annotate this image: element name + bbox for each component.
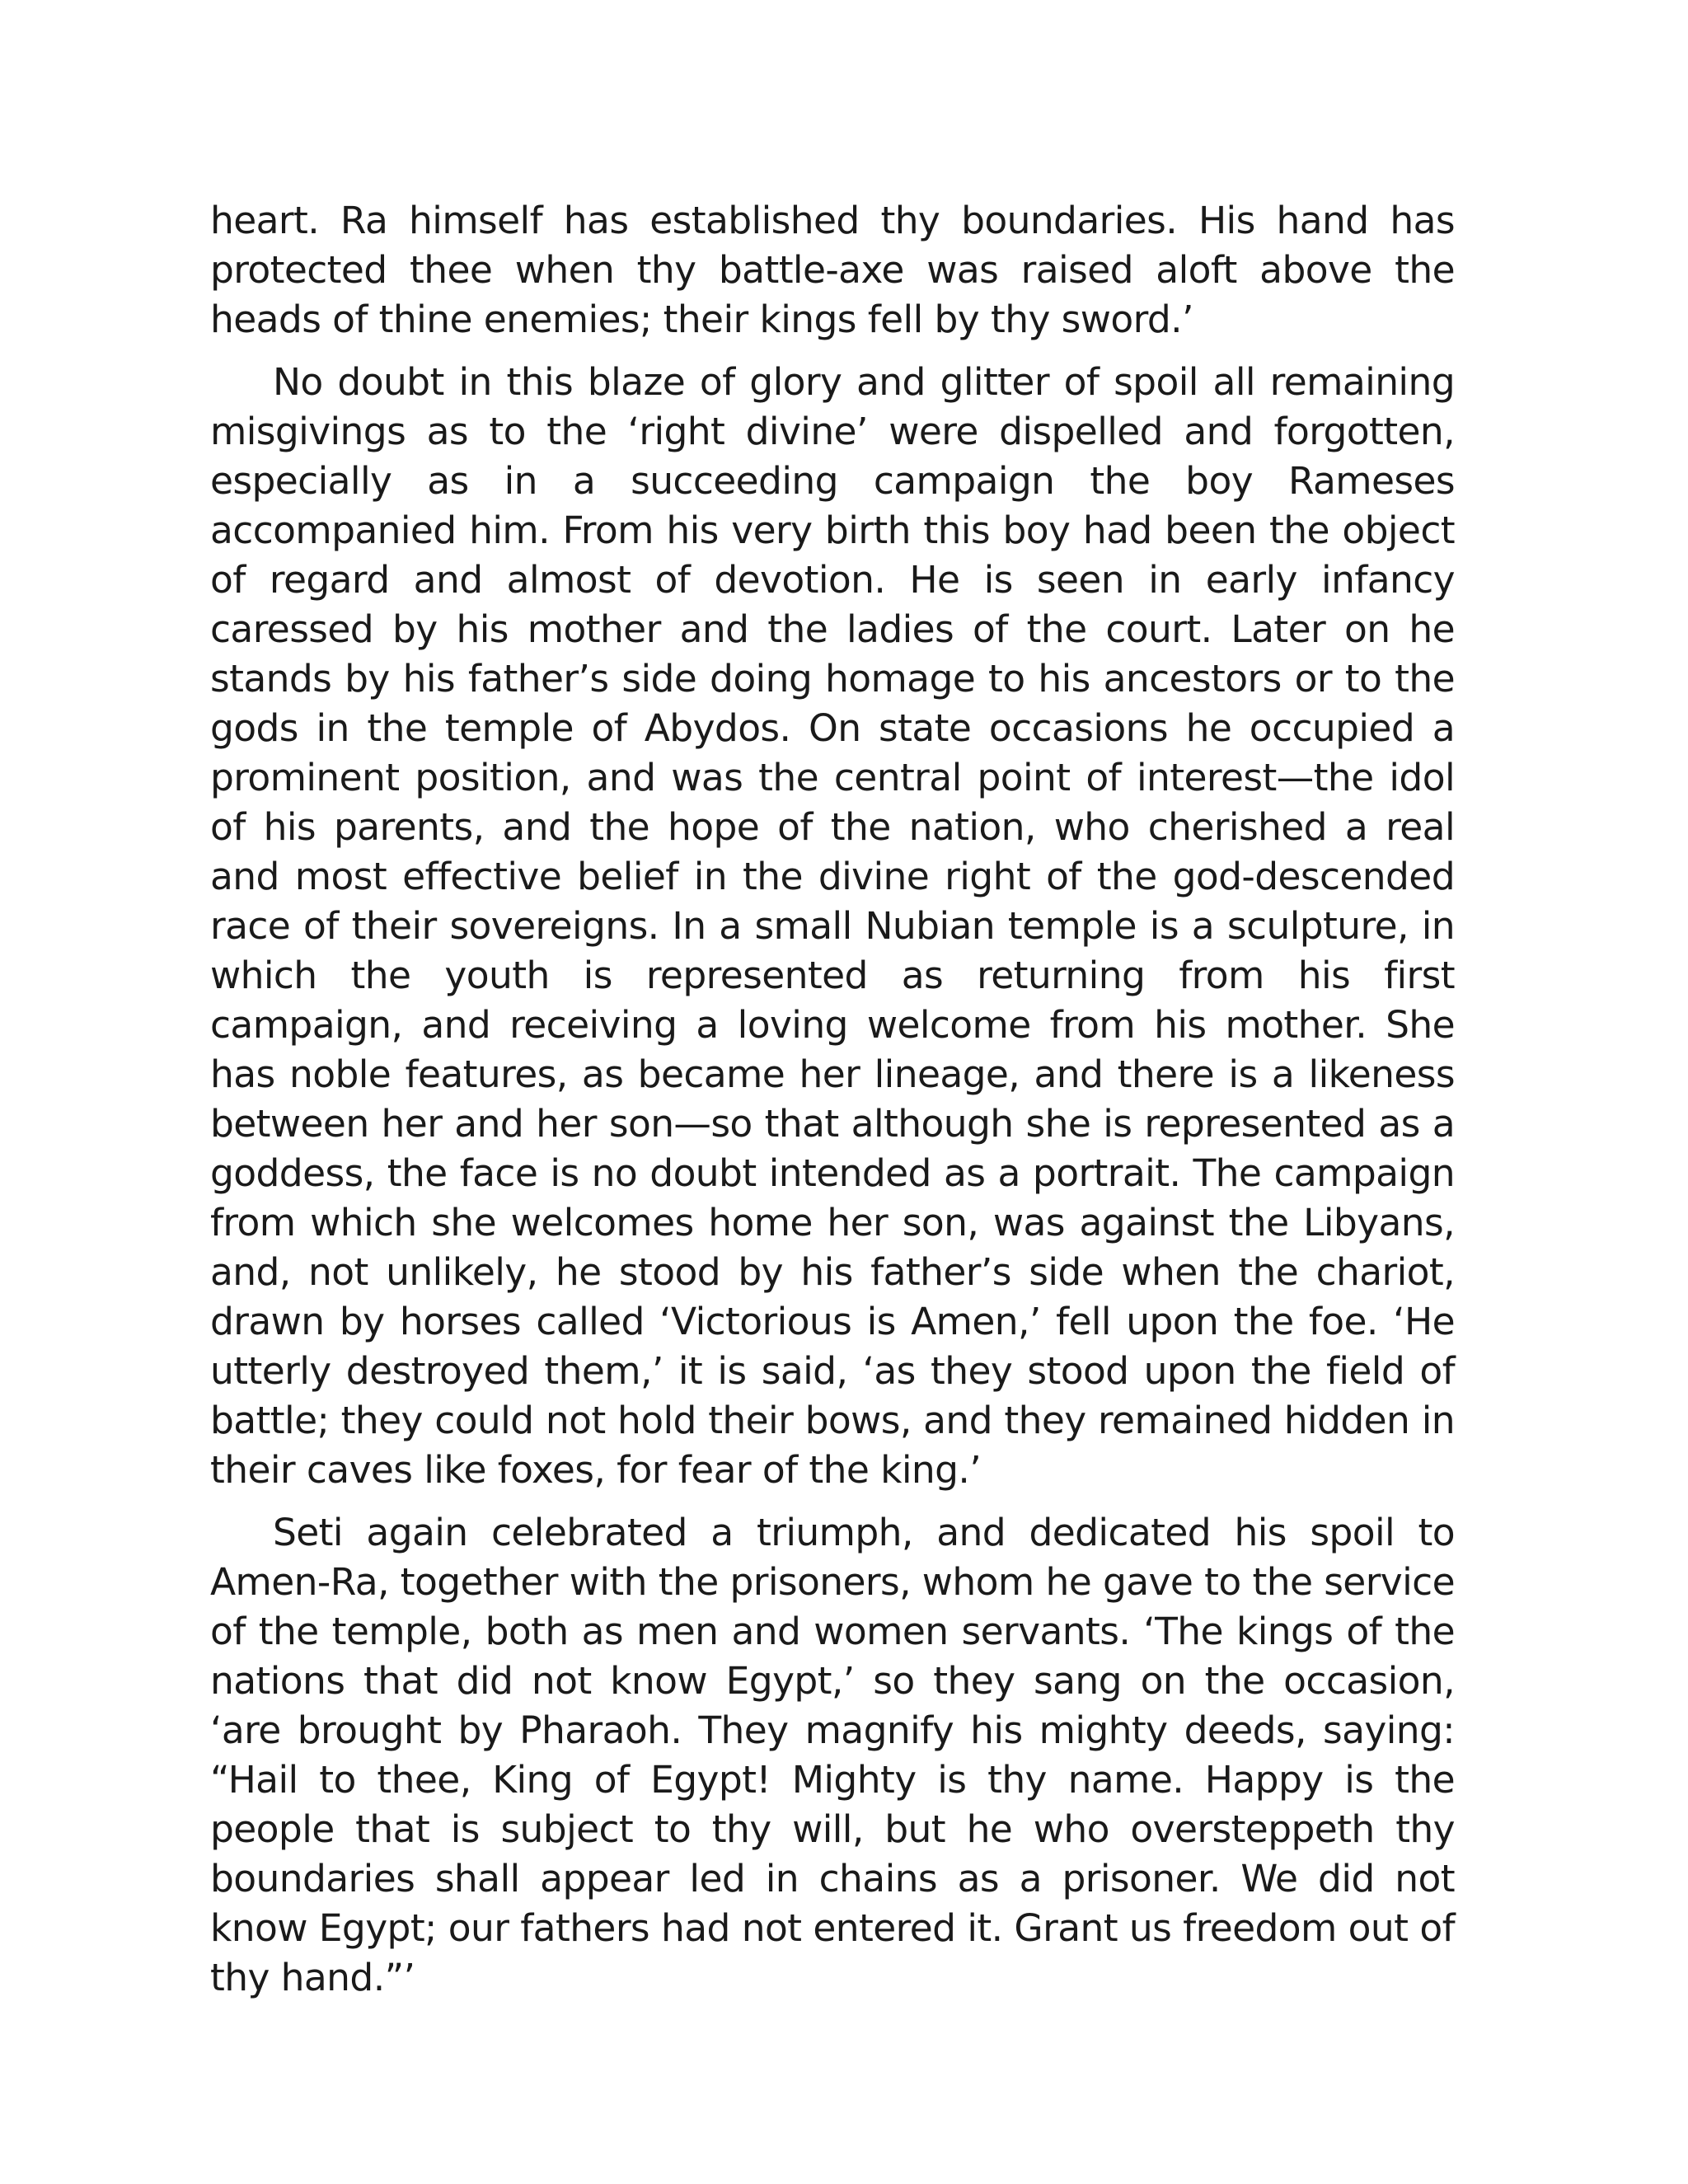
- paragraph-seti-triumph: Seti again celebrated a triumph, and dedicated his spoil to Amen-Ra, together with the prisoners, whom he gave to the service of the temple, both as men and women servants. ‘The kings of the nations that did not know Egypt,’ so they sang on the occasion, ‘are brought by Pharaoh. They magnify his mighty deeds, saying: “Hail to thee, King of Egypt! Mighty is thy name. Happy is the people that is subject to thy will, but he who oversteppeth thy boundaries shall appear led in chains as a prisoner. We did not know Egypt; our fathers had not entered it. Grant us freedom out of thy hand.”’: [210, 1511, 1455, 1999]
- paragraph-continued: heart. Ra himself has established thy boundaries. His hand has protected thee when thy battle-axe was raised aloft above the heads of thine enemies; their kings fell by thy sword.’: [210, 199, 1455, 341]
- paragraph-rameses: No doubt in this blaze of glory and glitter of spoil all remaining misgivings as to the ‘right divine’ were dispelled and forgotten, especially as in a succeeding campaign the boy Rameses accompanied him. From his very birth this boy had been the object of regard and almost of devotion. He is seen in early infancy caressed by his mother and the ladies of the court. Later on he stands by his father’s side doing homage to his ancestors or to the gods in the temple of Abydos. On state occasions he occupied a prominent position, and was the central point of interest—the idol of his parents, and the hope of the nation, who cherished a real and most effective belief in the divine right of the god-descended race of their sovereigns. In a small Nubian temple is a sculpture, in which the youth is represented as returning from his first campaign, and receiving a loving welcome from his mother. She has noble features, as became her lineage, and there is a likeness between her and her son—so that although she is represented as a goddess, the face is no doubt intended as a portrait. The campaign from which she welcomes home her son, was against the Libyans, and, not unlikely, he stood by his father’s side when the chariot, drawn by horses called ‘Victorious is Amen,’ fell upon the foe. ‘He utterly destroyed them,’ it is said, ‘as they stood upon the field of battle; they could not hold their bows, and they remained hidden in their caves like foxes, for fear of the king.’: [210, 360, 1455, 1492]
- document-page: [210, 196, 1455, 2003]
